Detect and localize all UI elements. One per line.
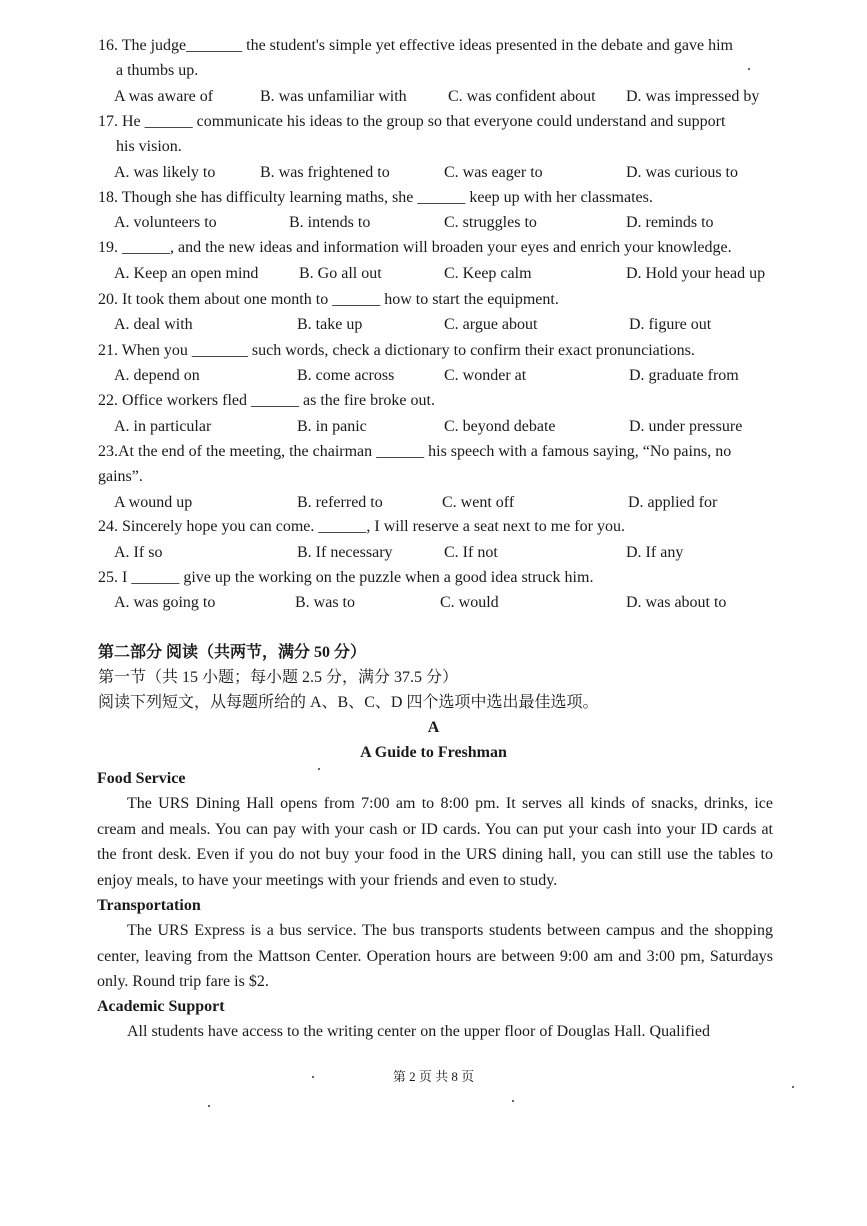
question-text: 24. Sincerely hope you can come. ______, I will reserve a seat next to me for you. [98, 518, 625, 535]
option-d: D. reminds to [626, 214, 714, 231]
section-heading-food: Food Service [97, 770, 186, 787]
option-a: A. volunteers to [114, 214, 217, 231]
section-text-academic: All students have access to the writing center on the upper floor of Douglas Hall. Qualified [127, 1023, 710, 1040]
option-d: D. under pressure [629, 418, 743, 435]
question-text: 16. The judge_______ the student's simple yet effective ideas presented in the debate and gave him [98, 37, 733, 54]
option-c: C. was confident about [448, 88, 596, 105]
options-21 [114, 363, 794, 388]
question-text-cont: a thumbs up. [116, 62, 199, 79]
option-a: A. depend on [114, 367, 200, 384]
option-a: A was aware of [114, 88, 214, 105]
scan-speck [512, 1100, 514, 1102]
option-a: A wound up [114, 494, 193, 511]
section-text-transportation: The URS Express is a bus service. The bus transports students between campus and the shopping center, leaving from the Mattson Center. Operation hours are between 9:00 am and 3:00 pm, Saturdays only. Round trip fare is $2. [97, 922, 773, 990]
option-a: A. deal with [114, 316, 193, 333]
section1-title: 第一节（共 15 小题；每小题 2.5 分，满分 37.5 分） [98, 669, 459, 686]
option-b: B. in panic [297, 418, 367, 435]
question-17 [98, 109, 788, 159]
option-d: D. was impressed by [626, 88, 760, 105]
option-a: A. Keep an open mind [114, 265, 259, 282]
question-24 [98, 514, 788, 539]
question-text: 18. Though she has difficulty learning maths, she ______ keep up with her classmates. [98, 189, 653, 206]
option-b: B. was frightened to [260, 164, 390, 181]
scan-speck [318, 768, 320, 770]
question-text: 19. ______, and the new ideas and information will broaden your eyes and enrich your knowledge. [98, 239, 732, 256]
reading-instruction: 阅读下列短文，从每题所给的 A、B、C、D 四个选项中选出最佳选项。 [98, 694, 599, 711]
question-text-cont: his vision. [116, 138, 182, 155]
question-text: 25. I ______ give up the working on the puzzle when a good idea struck him. [98, 569, 594, 586]
option-c: C. would [440, 594, 499, 611]
question-21 [98, 338, 788, 363]
option-d: D. applied for [628, 494, 718, 511]
option-b: B. referred to [297, 494, 383, 511]
option-b: B. come across [297, 367, 395, 384]
option-a: A. was going to [114, 594, 216, 611]
passage-letter: A [427, 719, 440, 736]
option-a: A. If so [114, 544, 163, 561]
question-text: 17. He ______ communicate his ideas to the group so that everyone could understand and support [98, 113, 726, 130]
options-20 [114, 312, 794, 337]
option-d: D. was curious to [626, 164, 738, 181]
options-24 [114, 540, 794, 565]
option-b: B. Go all out [299, 265, 382, 282]
question-18 [98, 185, 788, 210]
question-text-cont: gains”. [98, 468, 143, 485]
question-16 [98, 33, 788, 83]
option-a: A. in particular [114, 418, 212, 435]
scan-speck [792, 1086, 794, 1088]
options-16 [114, 84, 794, 109]
question-23 [98, 439, 788, 489]
options-22 [114, 414, 794, 439]
option-d: D. figure out [629, 316, 712, 333]
options-23 [114, 490, 794, 515]
options-17 [114, 160, 794, 185]
option-b: B. take up [297, 316, 363, 333]
question-22 [98, 388, 788, 413]
option-c: C. wonder at [444, 367, 527, 384]
option-b: B. was unfamiliar with [260, 88, 407, 105]
option-c: C. Keep calm [444, 265, 532, 282]
option-c: C. beyond debate [444, 418, 556, 435]
option-d: D. graduate from [629, 367, 739, 384]
options-18 [114, 210, 794, 235]
scan-speck [748, 68, 750, 70]
question-20 [98, 287, 788, 312]
section-text-food: The URS Dining Hall opens from 7:00 am to 8:00 pm. It serves all kinds of snacks, drinks, ice cream and meals. You can pay with your cash or ID cards. You can put your cash into your ID cards at the front desk. Even if you do not buy your food in the URS dining hall, you can still use the tables to enjoy meals, to have your meetings with your friends and even to study. [97, 795, 773, 889]
question-text: 20. It took them about one month to ______ how to start the equipment. [98, 291, 559, 308]
option-c: C. was eager to [444, 164, 543, 181]
question-text: 22. Office workers fled ______ as the fire broke out. [98, 392, 435, 409]
page-number: 第 2 页 共 8 页 [392, 1069, 475, 1084]
passage-title: A Guide to Freshman [360, 744, 507, 761]
section-heading-academic: Academic Support [97, 998, 225, 1015]
option-b: B. was to [295, 594, 355, 611]
option-c: C. If not [444, 544, 498, 561]
scan-speck [208, 1105, 210, 1107]
options-19 [114, 261, 794, 286]
question-text: 21. When you _______ such words, check a dictionary to confirm their exact pronunciations. [98, 342, 695, 359]
scan-speck [312, 1076, 314, 1078]
options-25 [114, 590, 794, 615]
question-text: 23.At the end of the meeting, the chairman ______ his speech with a famous saying, “No pains, no [98, 443, 732, 460]
option-c: C. went off [442, 494, 515, 511]
option-c: C. argue about [444, 316, 538, 333]
option-d: D. Hold your head up [626, 265, 766, 282]
option-b: B. If necessary [297, 544, 393, 561]
option-d: D. If any [626, 544, 684, 561]
option-b: B. intends to [289, 214, 371, 231]
part2-title: 第二部分 阅读（共两节，满分 50 分） [98, 644, 367, 661]
option-d: D. was about to [626, 594, 727, 611]
question-25 [98, 565, 788, 590]
option-a: A. was likely to [114, 164, 216, 181]
option-c: C. struggles to [444, 214, 537, 231]
question-19 [98, 235, 788, 260]
section-heading-transportation: Transportation [97, 897, 201, 914]
